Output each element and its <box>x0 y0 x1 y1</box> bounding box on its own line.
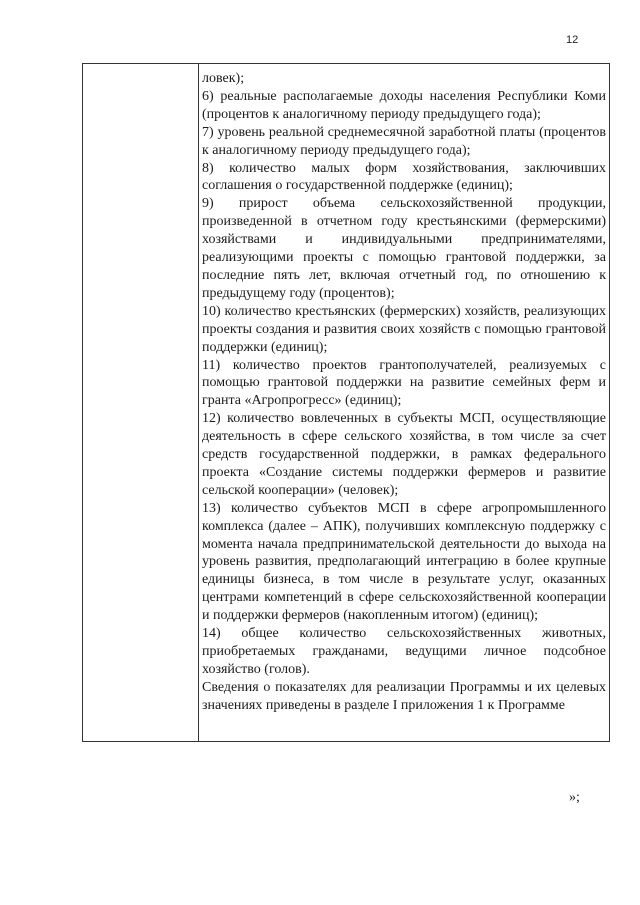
table-right-cell <box>202 70 606 715</box>
paragraph-continuation: ловек); <box>202 71 245 86</box>
page-number: 12 <box>566 34 579 46</box>
paragraph-item-6: 6) реальные располагаемые доходы населения Республики Коми (процентов к аналогичному периоду предыдущего года); <box>202 88 606 122</box>
paragraph-item-14: 14) общее количество сельскохозяйственных животных, приобретаемых гражданами, ведущими личное подсобное хозяйство (голов). <box>202 626 606 677</box>
paragraph-item-7: 7) уровень реальной среднемесячной заработной платы (процентов к аналогичному периоду предыдущего года); <box>202 124 606 158</box>
paragraph-item-13: 13) количество субъектов МСП в сфере агропромышленного комплекса (далее – АПК), получивших комплексную поддержку с момента начала предпринимательской деятельности до выхода на уровень развития, предполагающий интеграцию в более крупные единицы бизнеса, в том числе в результате услуг, оказанных центрами компетенций в сфере сельскохозяйственной кооперации и поддержки фермеров (накопленным итогом) (единиц); <box>202 500 606 624</box>
table-left-cell <box>83 64 198 741</box>
document-table <box>82 63 610 742</box>
paragraph-summary: Сведения о показателях для реализации Программы и их целевых значениях приведены в разделе I приложения 1 к Программе <box>202 679 606 713</box>
column-divider <box>198 64 199 741</box>
paragraph-item-8: 8) количество малых форм хозяйствования, заключивших соглашения о государственной поддержке (единиц); <box>202 160 606 194</box>
paragraph-item-12: 12) количество вовлеченных в субъекты МСП, осуществляющие деятельность в сфере сельского хозяйства, в том числе за счет средств государственной поддержки, в рамках федерального проекта «Создание системы поддержки фермеров и развитие сельской кооперации» (человек); <box>202 411 606 498</box>
paragraph-item-10: 10) количество крестьянских (фермерских) хозяйств, реализующих проекты создания и развития своих хозяйств с помощью грантовой поддержки (единиц); <box>202 303 606 355</box>
paragraph-item-11: 11) количество проектов грантополучателей, реализуемых с помощью грантовой поддержки на развитие семейных ферм и гранта «Агропрогресс» (единиц); <box>202 357 606 409</box>
paragraph-item-9: 9) прирост объема сельскохозяйственной продукции, произведенной в отчетном году крестьянскими (фермерскими) хозяйствами и индивидуальными предпринимателями, реализующими проекты с помощью грантовой поддержки, за последние пять лет, включая отчетный год, по отношению к предыдущему году (процентов); <box>202 196 606 301</box>
closing-quote: »; <box>569 790 580 805</box>
